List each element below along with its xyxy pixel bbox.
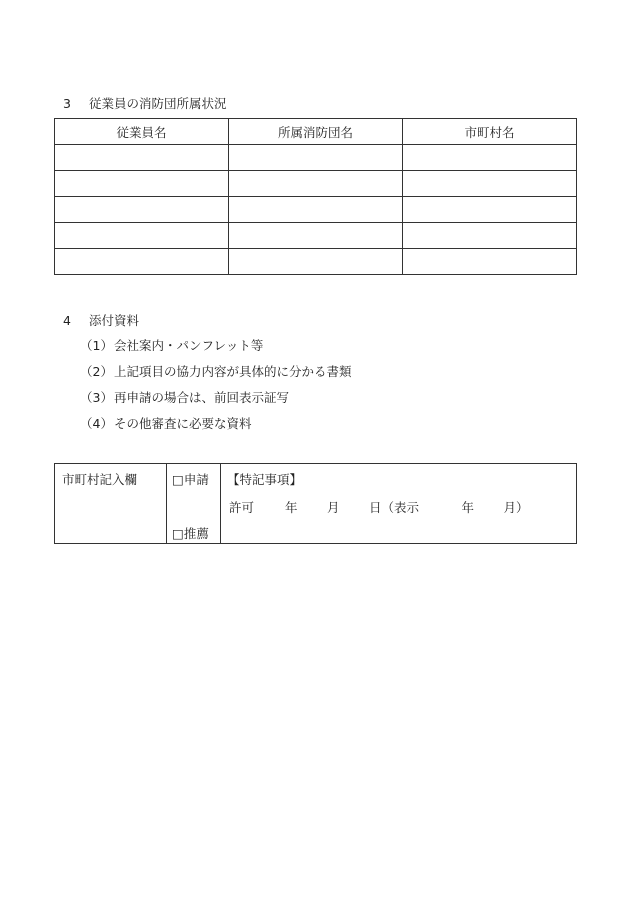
permit-label: 許可	[229, 500, 255, 515]
municipality-cell[interactable]	[403, 145, 577, 171]
fire-brigade-cell[interactable]	[229, 249, 403, 275]
table-row	[55, 171, 577, 197]
table-row	[55, 197, 577, 223]
municipality-entry-label: 市町村記入欄	[55, 464, 167, 544]
list-item-text: 再申請の場合は、前回表示証写	[114, 390, 290, 405]
municipality-cell[interactable]	[403, 197, 577, 223]
list-item-number: （3）	[80, 390, 113, 405]
display-month-label: 月）	[503, 500, 529, 515]
list-item-text: 会社案内・パンフレット等	[114, 338, 264, 353]
recommend-label: 推薦	[183, 526, 209, 541]
list-item	[80, 415, 352, 441]
fire-brigade-cell[interactable]	[229, 171, 403, 197]
municipality-cell[interactable]	[403, 249, 577, 275]
employee-name-cell[interactable]	[55, 249, 229, 275]
section-4-number: 4	[63, 313, 71, 328]
column-header-employee-name: 従業員名	[55, 119, 229, 145]
table-row	[55, 249, 577, 275]
municipality-entry-table	[54, 463, 577, 544]
display-open-label: （表示	[381, 500, 420, 515]
table-row	[55, 145, 577, 171]
employee-name-cell[interactable]	[55, 197, 229, 223]
apply-label: 申請	[183, 472, 209, 487]
employee-name-cell[interactable]	[55, 145, 229, 171]
list-item	[80, 337, 352, 363]
apply-checkbox[interactable]	[172, 470, 209, 488]
section-4-heading	[63, 313, 139, 329]
list-item-number: （1）	[80, 338, 113, 353]
display-year-label: 年	[461, 500, 475, 515]
list-item	[80, 389, 352, 415]
section-3-title: 従業員の消防団所属状況	[89, 96, 227, 111]
list-item-text: 上記項目の協力内容が具体的に分かる書類	[114, 364, 352, 379]
permit-year-label: 年	[285, 500, 298, 515]
special-notes-title: 【特記事項】	[227, 472, 303, 487]
list-item-number: （2）	[80, 364, 113, 379]
fire-brigade-cell[interactable]	[229, 197, 403, 223]
fire-brigade-cell[interactable]	[229, 145, 403, 171]
section-3-number: 3	[63, 96, 71, 111]
table-header-row	[55, 119, 577, 145]
checkbox-icon: □	[172, 472, 184, 487]
column-header-municipality: 市町村名	[403, 119, 577, 145]
employee-name-cell[interactable]	[55, 223, 229, 249]
section-3-heading	[63, 96, 227, 112]
municipality-cell[interactable]	[403, 171, 577, 197]
special-notes-cell	[221, 464, 577, 544]
table-row	[55, 223, 577, 249]
municipality-cell[interactable]	[403, 223, 577, 249]
permit-date-line	[229, 498, 529, 516]
checkbox-icon: □	[172, 526, 184, 541]
employee-name-cell[interactable]	[55, 171, 229, 197]
section-4-title: 添付資料	[89, 313, 140, 328]
request-type-cell	[167, 464, 221, 544]
permit-day-label: 日	[369, 500, 382, 515]
fire-brigade-table	[54, 118, 577, 275]
permit-month-label: 月	[327, 500, 340, 515]
list-item-number: （4）	[80, 416, 113, 431]
list-item-text: その他審査に必要な資料	[114, 416, 252, 431]
list-item	[80, 363, 352, 389]
column-header-fire-brigade: 所属消防団名	[229, 119, 403, 145]
fire-brigade-cell[interactable]	[229, 223, 403, 249]
recommend-checkbox[interactable]	[172, 524, 209, 542]
attachment-list	[80, 337, 352, 441]
